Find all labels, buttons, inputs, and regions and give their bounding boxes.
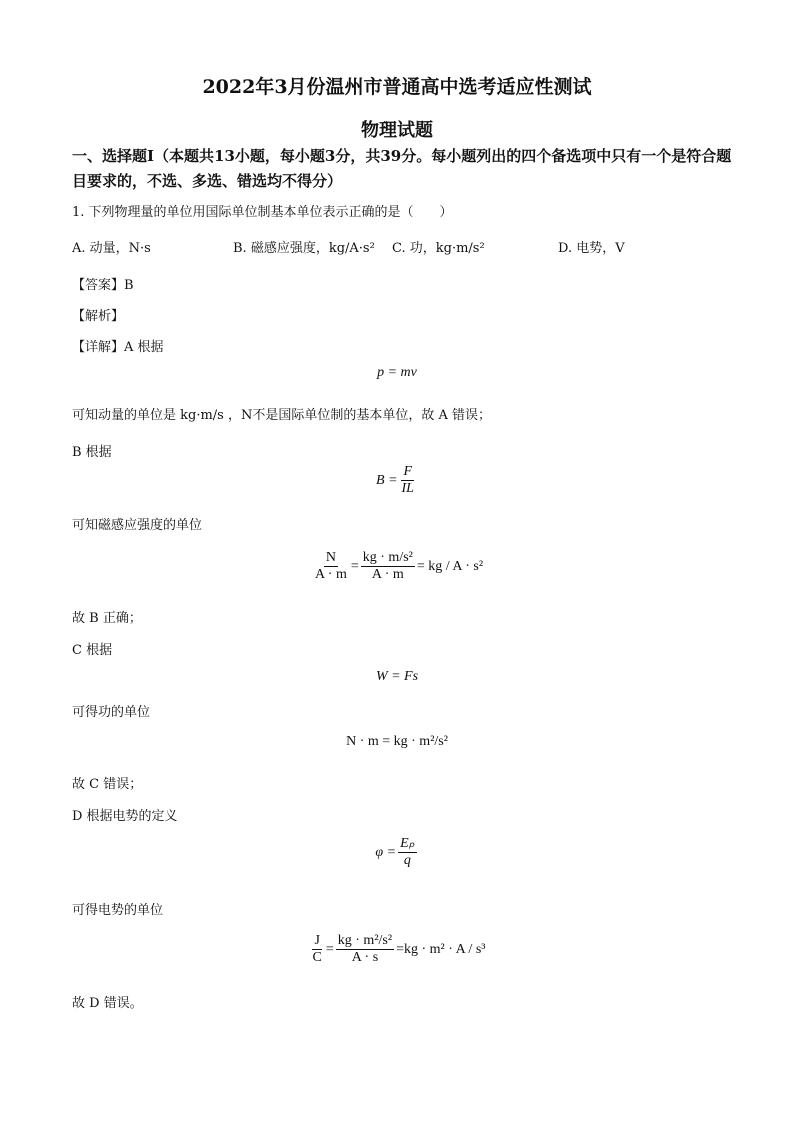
d-conclusion: 故 D 错误。 <box>72 996 143 1011</box>
analysis-label: 【解析】 <box>72 309 125 324</box>
page-subtitle: 物理试题 <box>361 120 433 141</box>
c-intro: C 根据 <box>72 643 113 658</box>
b-intro: B 根据 <box>72 445 112 460</box>
d-unit-intro: 可得电势的单位 <box>72 903 164 918</box>
equation-b <box>0 464 794 497</box>
answer-label: 【答案】B <box>72 278 134 293</box>
section-heading: 一、选择题Ⅰ（本题共13小题，每小题3分，共39分。每小题列出的四个备选项中只有一个是符合题目要求的，不选、多选、错选均不得分） <box>72 147 732 190</box>
option-b: B. 磁感应强度，kg/A·s² <box>233 241 375 256</box>
equation-work: W = Fs <box>375 669 419 684</box>
eq-b-unit-result: = kg / A · s² <box>416 558 484 574</box>
eq-b-unit-frac2-den: A · m <box>371 567 404 582</box>
b-conclusion: 故 B 正确； <box>72 611 142 626</box>
eq-potential-unit-frac2-den: A · s <box>351 950 379 965</box>
option-a: A. 动量，N·s <box>72 241 151 256</box>
eq-b-unit-frac2-num: kg · m/s² <box>362 550 413 565</box>
eq-b-denominator: IL <box>401 481 414 496</box>
equation-work-unit: N · m = kg · m²/s² <box>346 734 448 749</box>
eq-potential-denominator: q <box>403 853 411 868</box>
eq-b-unit-frac1-den: A · m <box>314 567 347 582</box>
eq-potential-unit-frac1-num: J <box>314 933 320 948</box>
equation-potential <box>0 836 794 869</box>
question-stem: 1. 下列物理量的单位用国际单位制基本单位表示正确的是（ ） <box>72 205 453 220</box>
option-c: C. 功，kg·m/s² <box>392 241 485 256</box>
eq-potential-lhs: φ = <box>375 844 397 860</box>
detail-intro: 【详解】A 根据 <box>72 340 164 355</box>
options-row <box>0 237 794 257</box>
eq-potential-unit-frac2-num: kg · m²/s² <box>337 933 393 948</box>
eq-potential-unit-result: =kg · m² · A / s³ <box>396 941 486 957</box>
eq-b-unit-frac1-num: N <box>325 550 336 565</box>
momentum-conclusion: 可知动量的单位是 kg·m/s ，N不是国际单位制的基本单位，故 A 错误； <box>72 408 492 423</box>
equation-momentum: p = mv <box>377 365 417 380</box>
eq-potential-unit-frac1-den: C <box>312 950 322 965</box>
equation-b-unit: $\frac{N}{A \cdot m}$ = $\frac{\text{kg · m/s²}}{A \cdot m}$ = kg / A · s² <box>314 550 484 582</box>
eq-b-numerator: F <box>403 464 413 479</box>
d-intro: D 根据电势的定义 <box>72 809 178 824</box>
eq-potential-numerator: Eₚ <box>400 836 415 851</box>
page-title: 2022年3月份温州市普通高中选考适应性测试 <box>202 76 592 98</box>
c-conclusion: 故 C 错误； <box>72 777 143 792</box>
equation-potential-unit: $\frac{J}{C}$ = $\frac{\text{kg · m²/s²}}{A \cdot s}$ =kg · m² · A / s³ <box>312 933 486 965</box>
b-unit-intro: 可知磁感应强度的单位 <box>72 518 203 533</box>
c-unit-intro: 可得功的单位 <box>72 705 151 720</box>
eq-b-lhs: B = <box>376 472 398 488</box>
option-d: D. 电势，V <box>558 241 625 256</box>
